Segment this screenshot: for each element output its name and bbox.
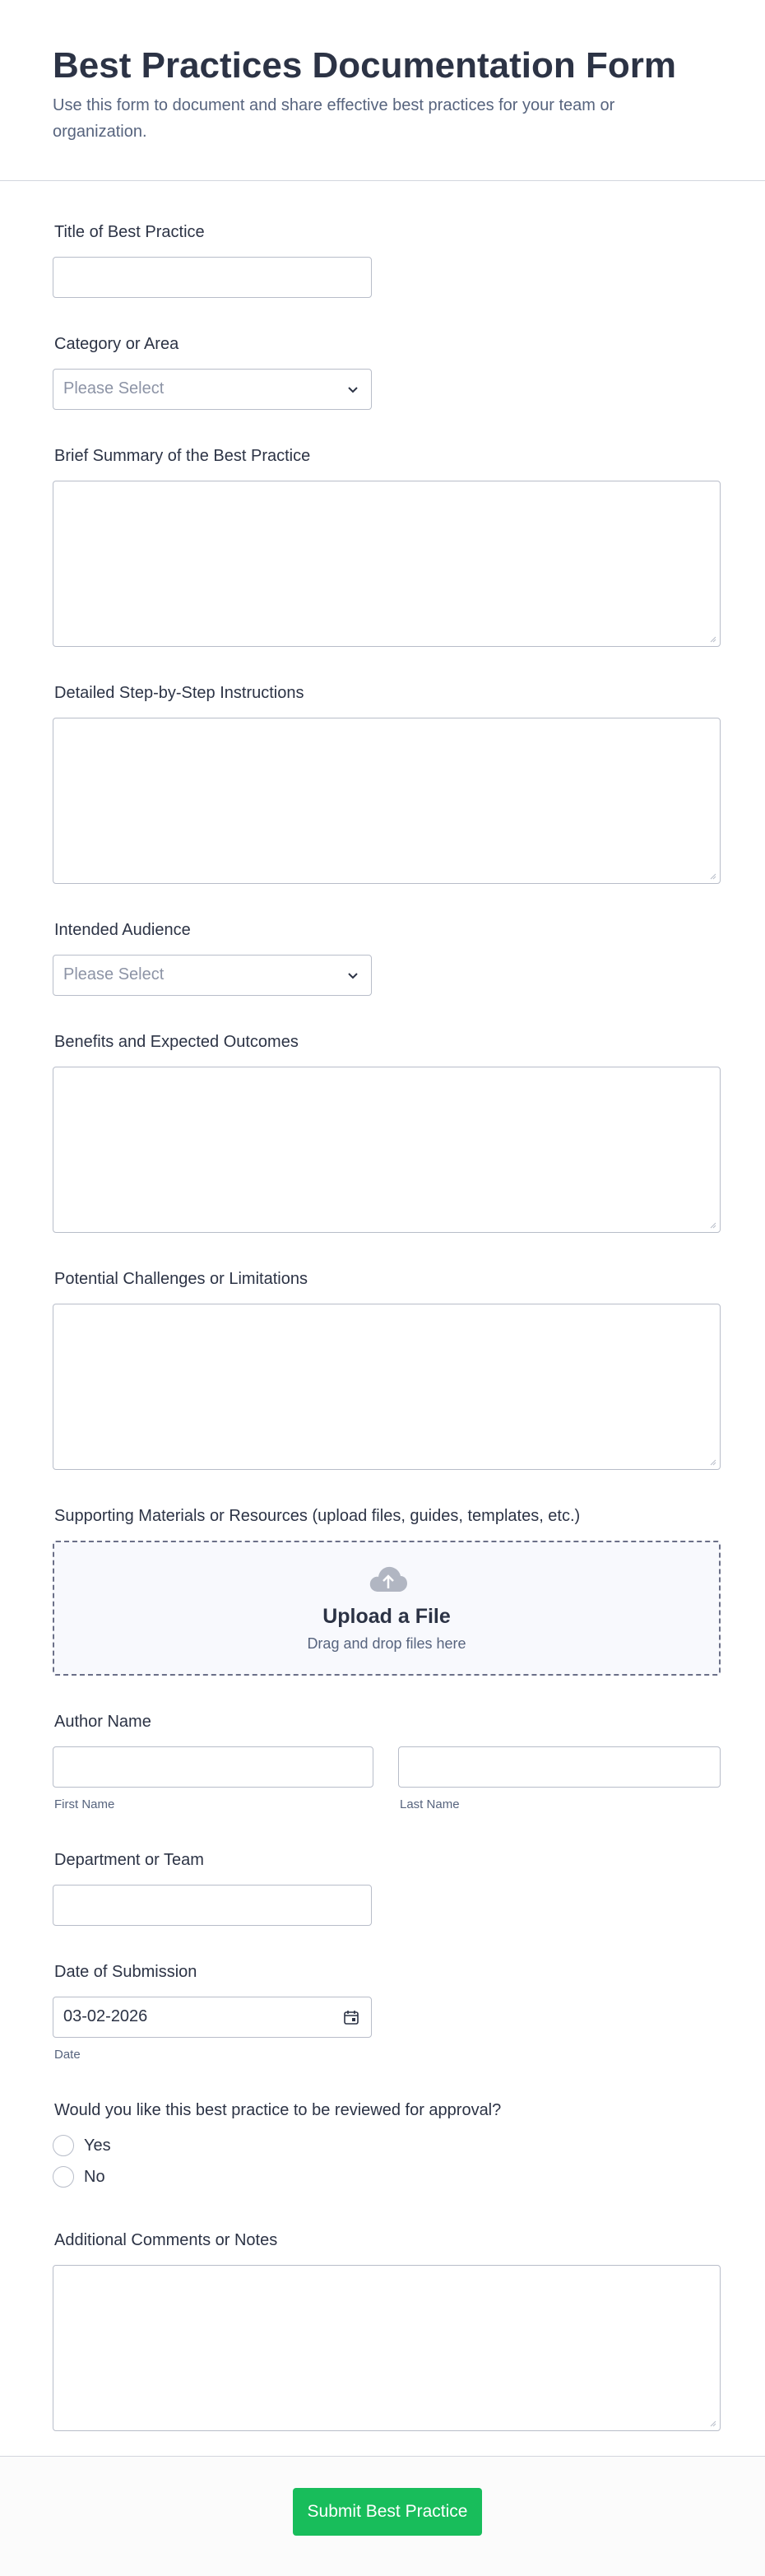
category-select[interactable] — [53, 369, 372, 410]
challenges-field-group — [53, 1267, 721, 1473]
audience-select[interactable] — [53, 955, 372, 996]
date-input[interactable] — [53, 1997, 372, 2038]
audience-label: Intended Audience — [54, 921, 191, 939]
last-name-input[interactable] — [398, 1746, 721, 1788]
chevron-down-icon — [345, 381, 361, 398]
summary-field-group — [53, 444, 721, 650]
materials-field-group — [53, 1504, 721, 1679]
comments-textarea[interactable] — [53, 2265, 721, 2431]
challenges-label: Potential Challenges or Limitations — [54, 1270, 308, 1288]
category-placeholder: Please Select — [63, 379, 165, 398]
calendar-icon[interactable] — [343, 2009, 359, 2025]
form-header — [0, 0, 765, 181]
submit-button[interactable]: Submit Best Practice — [293, 2488, 482, 2536]
form-title: Best Practices Documentation Form — [53, 45, 676, 86]
resize-grip-icon[interactable] — [708, 1458, 716, 1466]
chevron-down-icon — [345, 967, 361, 983]
radio-yes[interactable] — [53, 2135, 74, 2156]
last-name-sublabel: Last Name — [400, 1797, 460, 1811]
audience-field-group — [53, 918, 721, 1001]
review-label: Would you like this best practice to be reviewed for approval? — [54, 2101, 502, 2119]
file-upload-dropzone[interactable] — [53, 1541, 721, 1676]
steps-label: Detailed Step-by-Step Instructions — [54, 684, 304, 702]
department-label: Department or Team — [54, 1851, 204, 1869]
date-label: Date of Submission — [54, 1963, 197, 1981]
department-input[interactable] — [53, 1885, 372, 1926]
form-description: Use this form to document and share effective best practices for your team or organization. — [53, 96, 615, 141]
title-field-group — [53, 221, 721, 303]
author-label: Author Name — [54, 1713, 151, 1731]
category-label: Category or Area — [54, 335, 179, 353]
first-name-input[interactable] — [53, 1746, 373, 1788]
resize-grip-icon[interactable] — [708, 2419, 716, 2427]
benefits-textarea[interactable] — [53, 1067, 721, 1233]
radio-yes-label: Yes — [84, 2136, 111, 2155]
category-field-group — [53, 332, 721, 415]
date-value: 03-02-2026 — [63, 2007, 148, 2025]
resize-grip-icon[interactable] — [708, 1221, 716, 1229]
form-footer — [0, 2456, 765, 2576]
upload-subtitle: Drag and drop files here — [307, 1635, 466, 1652]
title-input[interactable] — [53, 257, 372, 298]
radio-no[interactable] — [53, 2166, 74, 2188]
author-field-group — [53, 1710, 721, 1825]
date-sublabel: Date — [54, 2048, 81, 2062]
title-label: Title of Best Practice — [54, 223, 205, 241]
first-name-sublabel: First Name — [54, 1797, 115, 1811]
review-field-group — [53, 2099, 721, 2197]
comments-field-group — [53, 2229, 721, 2434]
steps-field-group — [53, 681, 721, 887]
resize-grip-icon[interactable] — [708, 635, 716, 643]
materials-label: Supporting Materials or Resources (upload files, guides, templates, etc.) — [54, 1507, 581, 1525]
steps-textarea[interactable] — [53, 718, 721, 884]
summary-textarea[interactable] — [53, 481, 721, 647]
cloud-upload-icon — [369, 1564, 408, 1593]
resize-grip-icon[interactable] — [708, 872, 716, 880]
date-field-group — [53, 1960, 721, 2076]
radio-option-yes[interactable] — [53, 2133, 111, 2158]
upload-title: Upload a File — [322, 1605, 451, 1628]
challenges-textarea[interactable] — [53, 1304, 721, 1470]
audience-placeholder: Please Select — [63, 965, 165, 983]
benefits-label: Benefits and Expected Outcomes — [54, 1033, 299, 1051]
radio-no-label: No — [84, 2167, 105, 2186]
department-field-group — [53, 1848, 721, 1931]
benefits-field-group — [53, 1030, 721, 1236]
comments-label: Additional Comments or Notes — [54, 2231, 278, 2249]
radio-option-no[interactable] — [53, 2164, 105, 2189]
summary-label: Brief Summary of the Best Practice — [54, 447, 311, 465]
